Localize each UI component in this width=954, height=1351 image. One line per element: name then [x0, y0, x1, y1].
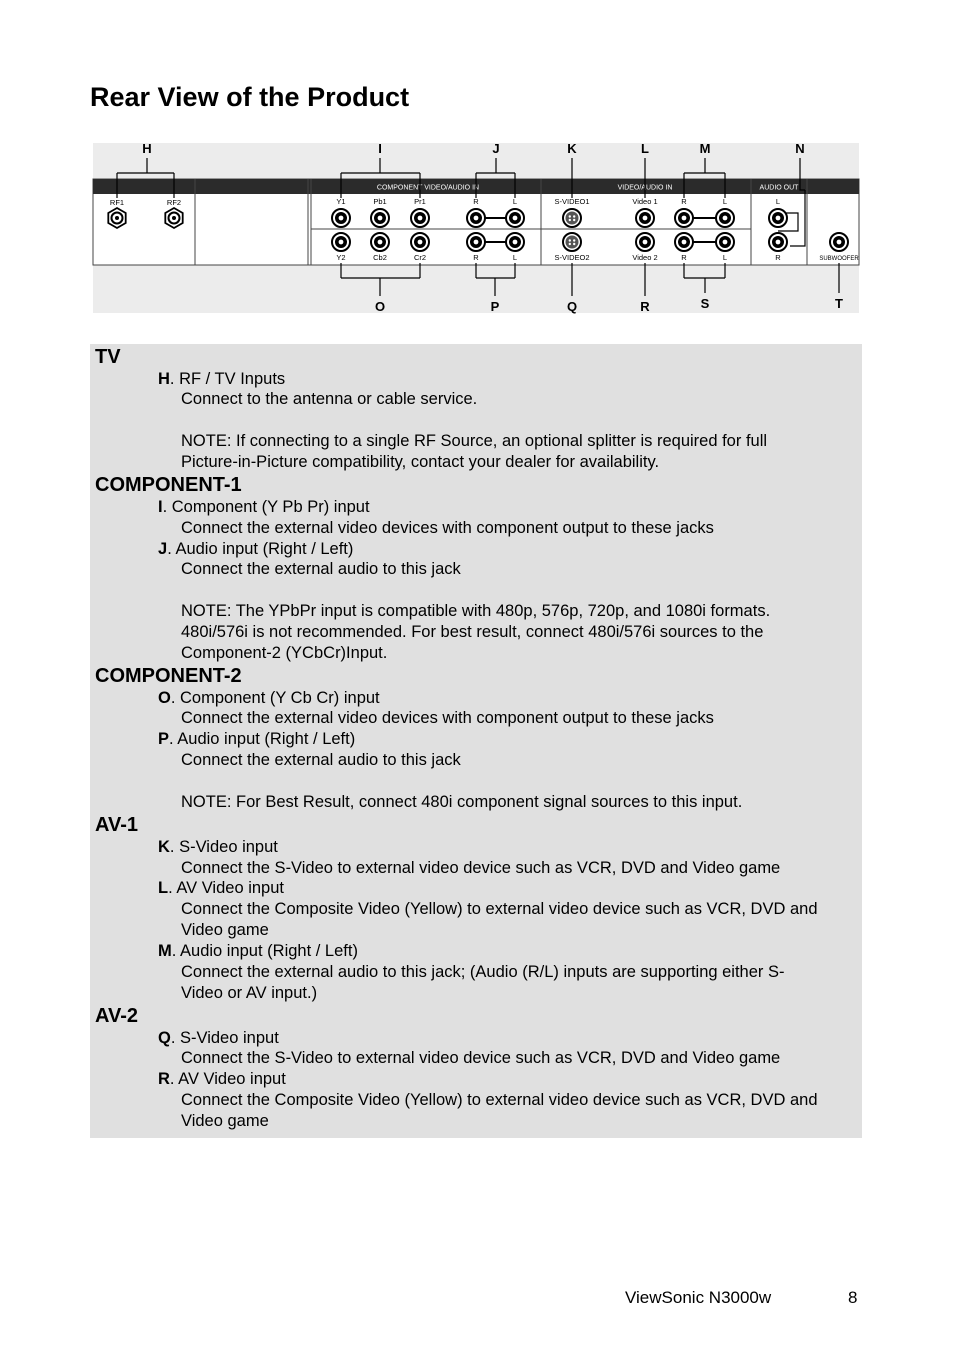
item-p-desc: Connect the external audio to this jack [181, 751, 461, 769]
key-q: Q [158, 1029, 171, 1047]
jack-pr1 [411, 209, 429, 227]
label-svideo1: S-VIDEO1 [554, 197, 590, 206]
letter-s: S [700, 296, 710, 311]
item-q-label: . S-Video input [170, 1029, 279, 1047]
label-l-av-bottom: L [722, 253, 728, 262]
jack-l-av2 [716, 233, 734, 251]
key-j: J [158, 540, 168, 558]
item-h-desc: Connect to the antenna or cable service. [181, 390, 478, 408]
section-title-av-2: AV-2 [95, 1005, 138, 1027]
label-subwoofer: SUBWOOFER [819, 256, 859, 262]
item-q-desc: Connect the S-Video to external video device such as VCR, DVD and Video game [181, 1049, 781, 1067]
jack-rf2 [165, 208, 182, 228]
key-h: H [158, 370, 170, 388]
jack-svideo1 [563, 209, 581, 227]
label-r-comp-bottom: R [473, 253, 479, 262]
jack-l-av1 [716, 209, 734, 227]
tv-note-line-1: NOTE: If connecting to a single RF Source, an optional splitter is required for full [181, 432, 768, 450]
section-title-component-1: COMPONENT-1 [95, 474, 242, 496]
jack-pb1 [371, 209, 389, 227]
footer-brand-model: ViewSonic N3000w [625, 1288, 772, 1307]
component-1-note-line-3: Component-2 (YCbCr)Input. [181, 644, 388, 662]
label-pb1: Pb1 [373, 197, 387, 206]
letter-o: O [374, 299, 386, 314]
letter-m: M [699, 141, 711, 156]
item-o [158, 688, 380, 709]
item-m [158, 941, 358, 962]
connections-description-box [90, 344, 862, 1138]
section-title-component-2: COMPONENT-2 [95, 665, 242, 687]
key-m: M [158, 942, 172, 960]
item-l-label: . AV Video input [168, 879, 284, 897]
item-j-label: . Audio input (Right / Left) [167, 540, 354, 558]
label-pr1: Pr1 [414, 197, 426, 206]
jack-r-av2 [675, 233, 693, 251]
label-r-av-bottom: R [681, 253, 687, 262]
jack-r-av1 [675, 209, 693, 227]
component-1-note-line-1: NOTE: The YPbPr input is compatible with 480p, 576p, 720p, and 1080i formats. [181, 602, 771, 620]
key-p: P [158, 730, 170, 748]
label-r-comp-top: R [473, 197, 479, 206]
key-l: L [158, 879, 169, 897]
letter-n: N [795, 141, 805, 156]
jack-cb2 [371, 233, 389, 251]
jack-video1 [636, 209, 654, 227]
letter-k: K [567, 141, 577, 156]
letter-r: R [640, 299, 650, 314]
label-l-comp-bottom: L [512, 253, 518, 262]
item-i-desc: Connect the external video devices with component output to these jacks [181, 519, 714, 537]
item-m-desc-line-2: Video or AV input.) [181, 984, 318, 1002]
jack-y1 [332, 209, 350, 227]
component-1-note-line-2: 480i/576i is not recommended. For best result, connect 480i/576i sources to the [181, 623, 764, 641]
jack-y2 [332, 233, 350, 251]
tv-note-line-2: Picture-in-Picture compatibility, contact your dealer for availability. [181, 453, 660, 471]
item-r-label: . AV Video input [169, 1070, 286, 1088]
item-h [158, 369, 285, 390]
label-cr2: Cr2 [413, 253, 427, 262]
item-m-desc-line-1: Connect the external audio to this jack; (Audio (R/L) inputs are supporting either S- [181, 963, 785, 981]
item-m-label: . Audio input (Right / Left) [171, 942, 358, 960]
letter-l: L [641, 141, 649, 156]
label-svideo2: S-VIDEO2 [554, 253, 590, 262]
label-video2: Video 2 [632, 253, 658, 262]
page-title: Rear View of the Product [90, 82, 410, 112]
item-j [158, 539, 353, 560]
letter-i: I [378, 141, 382, 156]
item-i-label: . Component (Y Pb Pr) input [162, 498, 370, 516]
letter-t: T [835, 296, 843, 311]
label-l-out: L [775, 197, 781, 206]
item-r-desc-line-2: Video game [181, 1112, 269, 1130]
footer-page-number: 8 [848, 1288, 858, 1307]
letter-p: P [490, 299, 500, 314]
item-j-desc: Connect the external audio to this jack [181, 560, 461, 578]
jack-l-comp1 [506, 209, 524, 227]
item-k-desc: Connect the S-Video to external video device such as VCR, DVD and Video game [181, 859, 781, 877]
section-title-av-1: AV-1 [95, 814, 138, 836]
label-y2: Y2 [336, 253, 346, 262]
section-title-tv: TV [95, 346, 121, 368]
item-o-label: . Component (Y Cb Cr) input [170, 689, 380, 707]
jack-subwoofer [830, 233, 848, 251]
label-l-comp-top: L [512, 197, 518, 206]
key-k: K [158, 838, 170, 856]
label-rf2: RF2 [166, 198, 182, 207]
band-label-video-audio: VIDEO/AUDIO IN [617, 184, 673, 192]
jack-video2 [636, 233, 654, 251]
jack-svideo2 [563, 233, 581, 251]
label-r-av-top: R [681, 197, 687, 206]
label-cb2: Cb2 [373, 253, 387, 262]
item-p-label: . Audio input (Right / Left) [169, 730, 356, 748]
item-l-desc-line-2: Video game [181, 921, 269, 939]
label-video1: Video 1 [632, 197, 658, 206]
item-l [158, 878, 284, 899]
letter-h: H [142, 141, 152, 156]
letter-q: Q [566, 299, 578, 314]
label-rf1: RF1 [109, 198, 125, 207]
key-o: O [158, 689, 171, 707]
label-l-av-top: L [722, 197, 728, 206]
label-r-out: R [775, 253, 781, 262]
letter-j: J [492, 141, 500, 156]
jack-l-comp2 [506, 233, 524, 251]
jack-r-comp2 [467, 233, 485, 251]
rear-panel-diagram [90, 138, 860, 316]
item-i [158, 497, 370, 518]
item-r-desc-line-1: Connect the Composite Video (Yellow) to external video device such as VCR, DVD and [181, 1091, 818, 1109]
jack-cr2 [411, 233, 429, 251]
band-label-component: COMPONENT VIDEO/AUDIO IN [376, 184, 480, 192]
jack-l-out [769, 209, 787, 227]
item-h-label: . RF / TV Inputs [169, 370, 286, 388]
key-r: R [158, 1070, 170, 1088]
band-label-audio-out: AUDIO OUT [759, 184, 799, 192]
component-2-note-line-1: NOTE: For Best Result, connect 480i component signal sources to this input. [181, 793, 743, 811]
item-p [158, 729, 355, 750]
item-k-label: . S-Video input [169, 838, 278, 856]
item-q [158, 1028, 279, 1049]
item-l-desc-line-1: Connect the Composite Video (Yellow) to external video device such as VCR, DVD and [181, 900, 818, 918]
item-r [158, 1069, 286, 1090]
jack-rf1 [108, 208, 125, 228]
jack-r-out [769, 233, 787, 251]
jack-r-comp1 [467, 209, 485, 227]
item-k [158, 837, 278, 858]
key-i: I [158, 498, 163, 516]
item-o-desc: Connect the external video devices with component output to these jacks [181, 709, 714, 727]
label-y1: Y1 [336, 197, 346, 206]
